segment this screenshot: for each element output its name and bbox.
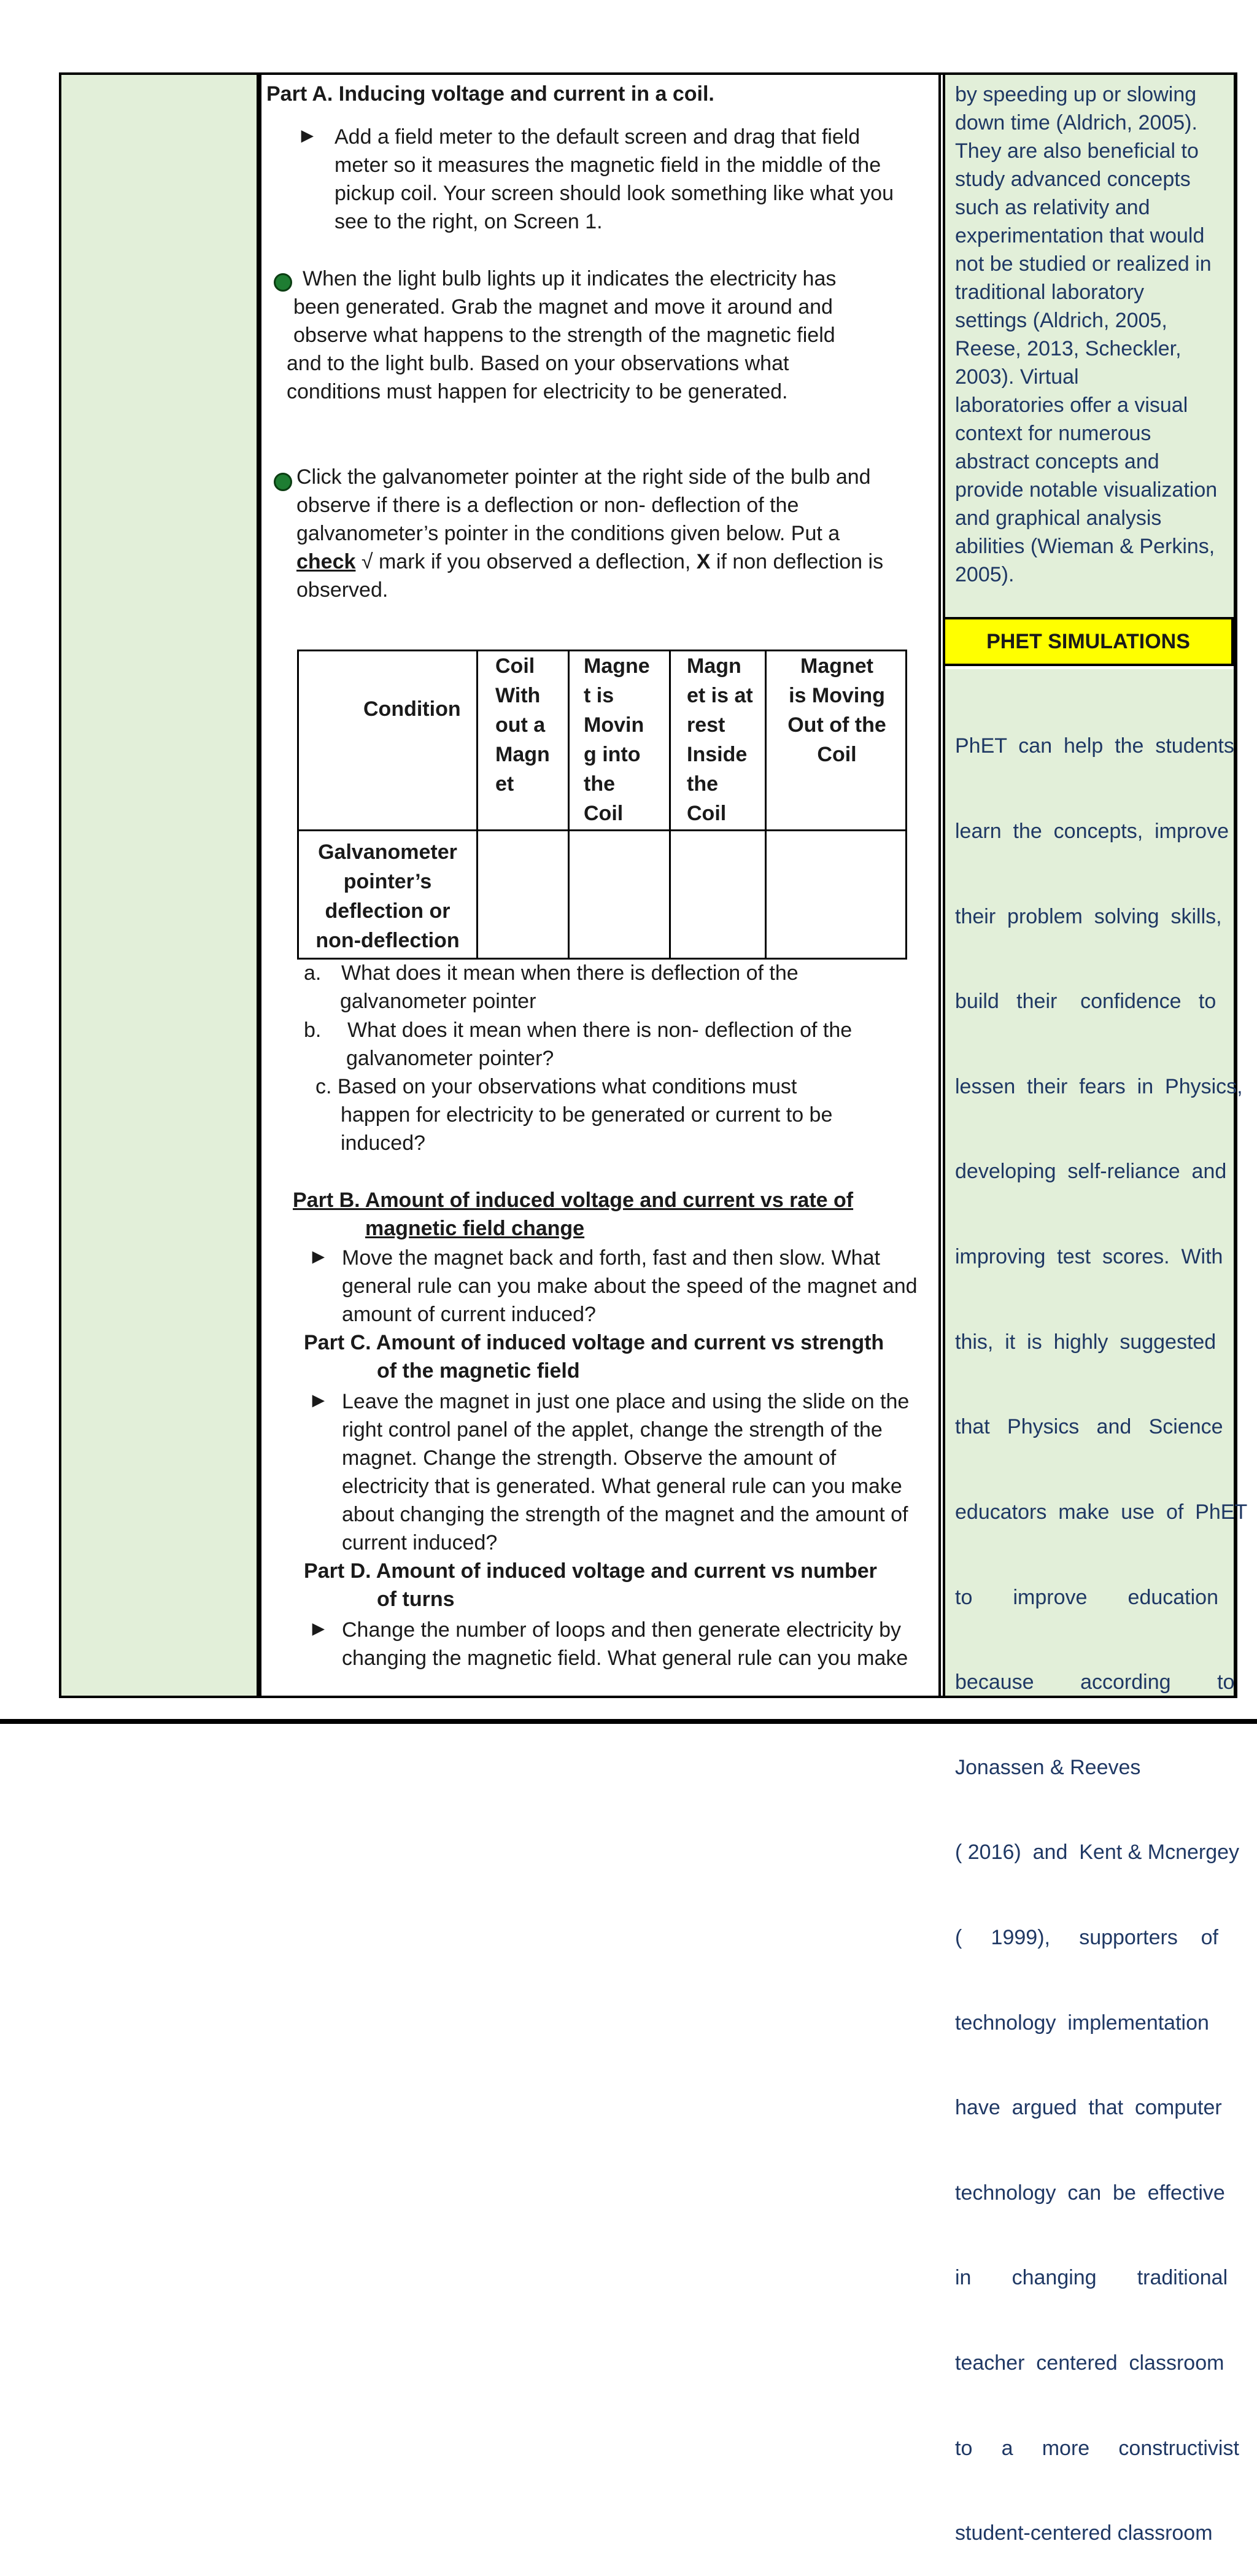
column-divider-1 [257, 72, 261, 1698]
arrow-bullet-icon: ► [308, 1389, 329, 1412]
table-left-border [59, 72, 61, 1698]
check-word: check [296, 550, 356, 573]
text-line: about changing the strength of the magnet and the amount of [342, 1503, 908, 1526]
text-line: Move the magnet back and forth, fast and then slow. What [342, 1246, 880, 1270]
left-column [61, 74, 257, 1696]
text-line: meter so it measures the magnetic field in the middle of the [335, 153, 881, 177]
column-divider-3 [943, 72, 945, 1698]
table-cell-magnet-at-rest[interactable] [671, 831, 765, 960]
table-header-magnet-at-rest-inside-coil: Magn et is at rest Inside the Coil [687, 654, 753, 825]
table-header-magnet-moving-into-coil: Magne t is Movin g into the Coil [584, 654, 650, 825]
sidebar-top-text: by speeding up or slowing down time (Aldrich, 2005). They are also beneficial to study advanced concepts such as relativity and experimentation that would not be studied or realized in traditional laboratory settings (Aldrich, 2005, Reese, 2013, Scheckler, 2003). Virtual laboratories offer a visual context for numerous abstract concepts and provide notable visualization and graphical analysis abilities (Wieman & Perkins, 2005). [955, 83, 1218, 586]
question-b-line: galvanometer pointer? [346, 1047, 554, 1070]
arrow-bullet-icon: ► [308, 1245, 329, 1268]
text-line: Leave the magnet in just one place and using the slide on the [342, 1390, 910, 1413]
part-d-title: Part D. Amount of induced voltage and current vs number [304, 1559, 877, 1583]
text-line: amount of current induced? [342, 1303, 596, 1326]
text-line: see to the right, on Screen 1. [335, 210, 603, 233]
text-line: galvanometer’s pointer in the conditions given below. Put a [296, 522, 840, 545]
text-line: Click the galvanometer pointer at the right side of the bulb and [296, 465, 871, 489]
text-line: electricity that is generated. What general rule can you make [342, 1475, 902, 1498]
part-b-title: Part B. Amount of induced voltage and current vs rate of [293, 1189, 854, 1212]
column-divider-2 [938, 72, 941, 1698]
table-header-coil-without-magnet: Coil With out a Magn et [495, 654, 550, 796]
arrow-bullet-icon: ► [308, 1617, 329, 1640]
table-cell-magnet-moving-out[interactable] [767, 831, 905, 960]
text-line: current induced? [342, 1531, 498, 1554]
phet-simulations-heading: PHET SIMULATIONS [943, 617, 1234, 666]
sidebar-bottom-text: PhET can help the students learn the concepts, improve their problem solving skills, build their confidence to lessen their fears in Physics, developing self-reliance and improving test scores. With this, it is highly suggested that Physics and Science educators make use of PhET to improve education because according to Jonassen & Reeves ( 2016) and Kent & Mcnergey ( 1999), supporters of technology implementation have argued that computer technology can be effective in changing traditional teacher centered classroom to a more constructivist student-centered classroom [955, 734, 1248, 2545]
text-line: observe what happens to the strength of the magnetic field [293, 324, 835, 347]
part-d-title-cont: of turns [377, 1588, 455, 1611]
text-line: When the light bulb lights up it indicates the electricity has [303, 267, 837, 290]
table-cell-coil-without-magnet[interactable] [478, 831, 568, 960]
table-row-label: Galvanometer pointer’s deflection or non-deflection [315, 840, 460, 952]
text-line: observed. [296, 578, 389, 602]
text-line: and to the light bulb. Based on your observations what [287, 352, 789, 375]
part-c-title: Part C. Amount of induced voltage and current vs strength [304, 1331, 884, 1354]
part-b-title-cont: magnetic field change [365, 1217, 585, 1240]
arrow-bullet-icon: ► [297, 124, 318, 147]
question-c-line: induced? [341, 1131, 426, 1155]
text-line: conditions must happen for electricity to be generated. [287, 380, 788, 403]
observation-table [297, 650, 907, 960]
table-top-border [59, 72, 1237, 75]
text-line: magnet. Change the strength. Observe the amount of [342, 1446, 837, 1470]
x-word: X [696, 550, 711, 573]
question-a-line: galvanometer pointer [340, 990, 536, 1013]
text-line: pickup coil. Your screen should look something like what you [335, 182, 894, 205]
green-bullet-icon [274, 273, 292, 292]
question-c-line: happen for electricity to be generated or current to be [341, 1103, 833, 1127]
table-cell-magnet-moving-into[interactable] [570, 831, 669, 960]
text-line: general rule can you make about the speed of the magnet and [342, 1274, 918, 1298]
part-a-title: Part A. Inducing voltage and current in a coil. [266, 82, 714, 106]
question-c-line: c. Based on your observations what conditions must [315, 1075, 797, 1098]
part-c-title-cont: of the magnetic field [377, 1359, 580, 1383]
text-line: been generated. Grab the magnet and move it around and [293, 295, 833, 319]
text-line: check √ mark if you observed a deflection, X if non deflection is [296, 550, 884, 573]
green-bullet-icon [274, 473, 292, 491]
question-a-marker: a. [304, 961, 322, 985]
text-line: Add a field meter to the default screen and drag that field [335, 125, 861, 149]
text-line: changing the magnetic field. What general rule can you make [342, 1647, 908, 1670]
table-header-condition: Condition [363, 697, 461, 721]
table-header-magnet-moving-out-of-coil: Magnet is Moving Out of the Coil [787, 654, 886, 766]
question-b-marker: b. [304, 1018, 322, 1042]
text-line: right control panel of the applet, change the strength of the [342, 1418, 883, 1441]
question-a-line: What does it mean when there is deflection of the [341, 961, 799, 985]
question-b-line: What does it mean when there is non- deflection of the [347, 1018, 853, 1042]
text-line: Change the number of loops and then generate electricity by [342, 1618, 902, 1642]
text-line: observe if there is a deflection or non- deflection of the [296, 494, 799, 517]
